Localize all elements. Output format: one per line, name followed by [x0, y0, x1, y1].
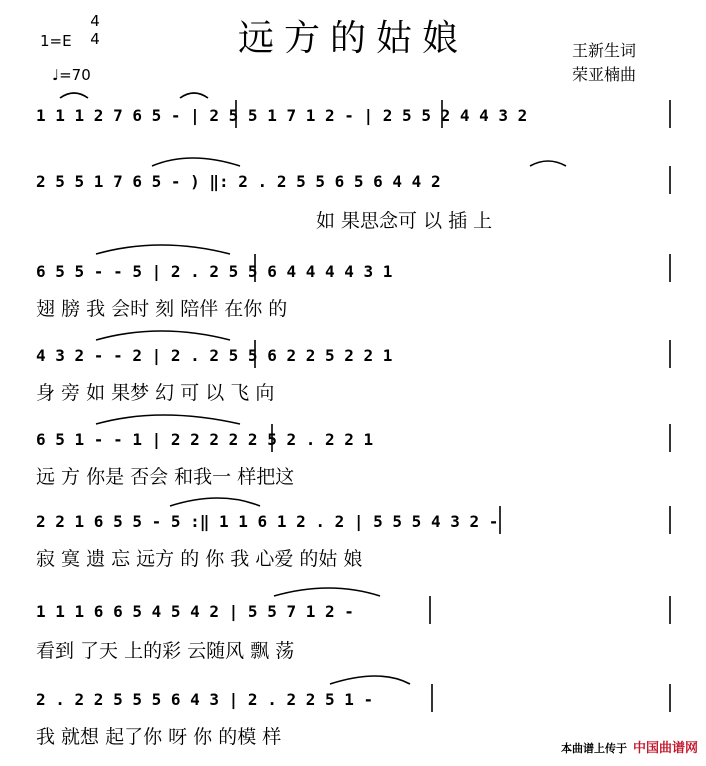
- notation-row-4: 4 3 2 - - 2 | 2 . 2 5 5 6 2 2 5 2 2 1: [36, 346, 393, 365]
- footer-text: 本曲谱上传于: [560, 742, 627, 755]
- lyric-row-6: 寂 寞 遗 忘 远方 的 你 我 心爱 的姑 娘: [36, 548, 363, 570]
- slur: [96, 245, 230, 254]
- slur: [530, 161, 566, 166]
- slur: [96, 331, 230, 340]
- tempo-marking: ♩=70: [52, 66, 91, 84]
- quarter-note-icon: ♩: [52, 66, 60, 84]
- meter-bottom: 4: [90, 30, 100, 48]
- notation-row-3: 6 5 5 - - 5 | 2 . 2 5 5 6 4 4 4 4 3 1: [36, 262, 393, 281]
- lyric-row-8: 我 就想 起了你 呀 你 的模 样: [36, 726, 282, 748]
- slur: [60, 93, 88, 98]
- composer-credit: 荣亚楠曲: [572, 65, 637, 84]
- lyric-row-5: 远 方 你是 否会 和我一 样把这: [36, 466, 295, 488]
- slur: [170, 498, 260, 506]
- notation-row-5: 6 5 1 - - 1 | 2 2 2 2 2 5 2 . 2 2 1: [36, 430, 374, 449]
- lyricist-credit: 王新生词: [572, 41, 637, 60]
- slur: [152, 158, 240, 166]
- slur: [180, 93, 208, 98]
- slur: [330, 676, 410, 684]
- notation-row-1: 1 1 1 2 7 6 5 - | 2 5 5 1 7 1 2 - | 2 5 5 2 4 4 3 2: [36, 106, 528, 125]
- notation-row-2: 2 5 5 1 7 6 5 - ) ‖: 2 . 2 5 5 6 5 6 4 4 2: [36, 172, 441, 191]
- slur: [274, 588, 380, 596]
- site-logo: 中国曲谱网: [632, 741, 698, 756]
- lyric-row-2: 如 果思念可 以 插 上: [316, 210, 493, 232]
- upload-footer: [561, 737, 698, 756]
- notation-row-6: 2 2 1 6 5 5 - 5 :‖ 1 1 6 1 2 . 2 | 5 5 5 4 3 2 -: [36, 512, 499, 531]
- score-title: 远方的姑娘: [237, 18, 468, 59]
- notation-row-8: 2 . 2 2 5 5 5 6 4 3 | 2 . 2 2 5 1 -: [36, 690, 374, 709]
- lyric-row-7: 看到 了天 上的彩 云随风 飘 荡: [36, 640, 295, 662]
- lyric-row-3: 翅 膀 我 会时 刻 陪伴 在你 的: [36, 298, 288, 320]
- slur: [96, 415, 240, 424]
- lyric-row-4: 身 旁 如 果梦 幻 可 以 飞 向: [36, 382, 275, 404]
- meter-top: 4: [90, 12, 100, 30]
- notation-row-7: 1 1 1 6 6 5 4 5 4 2 | 5 5 7 1 2 -: [36, 602, 354, 621]
- key-signature: 1=E: [40, 32, 72, 50]
